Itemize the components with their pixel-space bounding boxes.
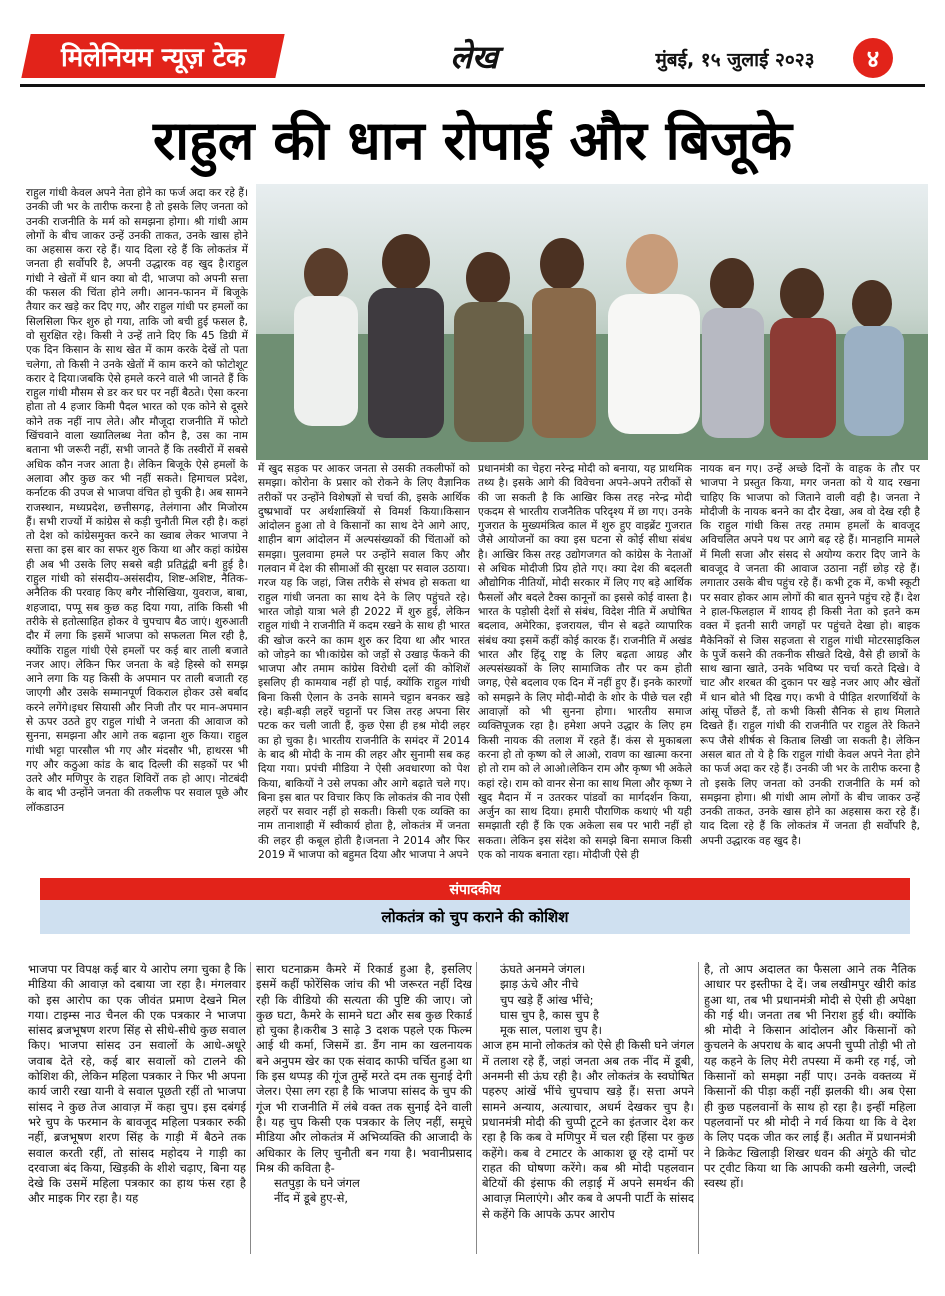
editorial-column-2-text: सारा घटनाक्रम कैमरे में रिकार्ड हुआ है, इसलिए इसमें कहीं फोरेंसिक जांच की भी जरूरत नहीं दिख रही कि वीडियो की सत्यता की पुष्टि की जाए। जो कुछ घटा, कैमरे के सामने घटा और सब कुछ रिकार्ड हो चुका है।करीब 3 साढ़े 3 दशक पहले एक फिल्म आई थी कर्मा, जिसमें डा. डैंग नाम का खलनायक बने अनुपम खेर का एक संवाद काफी चर्चित हुआ था कि इस थप्पड़ की गूंज तुम्हें मरते दम तक सुनाई देगी जेलर। ऐसा लग रहा है कि भाजपा सांसद के चुप की गूंज भी राजनीति में लंबे वक्त तक सुनाई देने वाली है। यह चुप किसी एक पत्रकार के लिए नहीं, समूचे मीडिया और लोकतंत्र में अभिव्यक्ति की आजादी के अधिकार के लिए चुनौती बन गया है। भवानीप्रसाद मिश्र की कविता है- <box>256 962 472 1175</box>
poem-line: चुप खड़े हैं आंख भींचे; <box>500 992 594 1007</box>
poem-line: झाड़ ऊंचे और नीचे <box>500 977 579 992</box>
dateline: मुंबई, १५ जुलाई २०२३ <box>655 49 815 71</box>
column-divider <box>698 962 699 1254</box>
column-divider <box>250 962 251 1254</box>
editorial-column-2 <box>256 962 472 1258</box>
poem-line: सतपुड़ा के घने जंगल <box>274 1176 360 1191</box>
article-photo <box>256 184 928 460</box>
page-number-badge: ४ <box>853 38 893 78</box>
editorial-label: संपादकीय <box>449 881 501 898</box>
article-column-1: राहुल गांधी केवल अपने नेता होने का फर्ज अदा कर रहे हैं। उनकी जी भर के तारीफ करना है तो इसके लिए जनता को उनकी राजनीति के मर्म को समझना होगा। श्री गांधी आम लोगों के बीच जाकर उन्हें उनकी ताकत, उनके खास होने का अहसास करा रहे हैं। याद दिला रहे हैं कि लोकतंत्र में जनता ही सर्वोपरि है, अपनी उद्धारक वह खुद है।राहुल गांधी ने खेतों में धान क्या बो दी, भाजपा को अपनी सत्ता की फसल की चिंता होने लगी। आनन-फानन में बिजूके तैयार कर खड़े कर दिए गए, और राहुल गांधी पर हमलों का सिलसिला फिर शुरु हो गया, ताकि जो बची हुई फसल है, वो सुरक्षित रहे। किसी ने उन्हें ताने दिए कि 45 डिग्री में एक दिन किसान के साथ खेत में काम करके देखें तो पता चलेगा, तो किसी ने उनके खेतों में काम करने को फोटोशूट करार दे दिया।जबकि ऐसे हमले करने वाले भी जानते हैं कि राहुल गांधी मौसम से डर कर घर पर नहीं बैठते। ऐसा करना होता तो 4 हजार किमी पैदल भारत को एक कोने से दूसरे कोने तक नहीं नाप लेते। और मौजूदा राजनीति में फोटो खिंचवाने वाला ख्यातिलब्ध नेता कौन है, उस का नाम बताना भी जरूरी नहीं, सभी जानते हैं कि तस्वीरों में सबसे अधिक कौन नजर आता है। लेकिन बिजूके ऐसे हमलों के अलावा और कुछ कर भी नहीं सकते। हिमाचल प्रदेश, कर्नाटक की उपज से भाजपा वंचित हो चुकी है। अब सामने राजस्थान, मध्यप्रदेश, छत्तीसगढ़, तेलंगाना और मिजोरम हैं। सभी राज्यों में कांग्रेस से कड़ी चुनौती मिल रही है। कहां तो देश को कांग्रेसमुक्त करने का ख्वाब लेकर भाजपा ने सत्ता का इस बार का सफर शुरु किया था और कहां कांग्रेस ही अब भी उसके लिए सबसे बड़ी प्रतिद्वंद्वी बनी हुई है। राहुल गांधी को संसदीय-असंसदीय, शिष्ट-अशिष्ट, नैतिक-अनैतिक की परवाह किए बगैर नौसिखिया, युवराज, बाबा, शहजादा, पप्पू सब कुछ कह दिया गया, तांकि किसी भी तरीके से हतोत्साहित होकर वे चुपचाप बैठ जाएं। शुरुआती दौर में लगा कि इसमें भाजपा को सफलता मिल रही है, क्योंकि राहुल गांधी ऐसे हमलों पर कई बार ताली बजाते नजर आए। लेकिन फिर जनता के बड़े हिस्से को समझ आने लगा कि यह किसी के अपमान पर ताली बजाती रह जाएगी और उसके सम्मानपूर्ण विकराल होकर उसे बर्बाद करने लगेंगे।इधर सियासी और निजी तौर पर मान-अपमान से ऊपर उठते हुए राहुल गांधी ने जनता की आवाज को सुनना, समझना और आगे तक बढ़ाना शुरु किया। राहुल गांधी भट्टा पारसौल भी गए और मंदसौर भी, हाथरस भी गए और कठुआ कांड के बाद दिल्ली की सड़कों पर भी उतरे और मणिपुर के राहत शिविरों तक हो आए। नोटबंदी के बाद भी उन्होंने जनता की तकलीफ पर सवाल पूछे और लॉकडाउन <box>26 187 248 814</box>
article-column-2: में खुद सड़क पर आकर जनता से उसकी तकलीफों को समझा। कोरोना के प्रसार को रोकने के लिए वैज्ञानिक तरीकों पर उन्होंने विशेषज्ञों से चर्चा की, इसके आर्थिक दुष्प्रभावों पर अर्थशास्त्रियों से विमर्श किया।किसान आंदोलन हुआ तो वे किसानों का साथ देने आगे आए, शाहीन बाग आंदोलन में अल्पसंख्यकों की चिंताओं को समझा। पुलवामा हमले पर उन्होंने सवाल किए और गलवान में देश की सीमाओं की सुरक्षा पर सवाल उठाया। गरज यह कि जहां, जिस तरीके से संभव हो सकता था राहुल गांधी जनता का साथ देने के लिए पहुंचते रहे। भारत जोड़ो यात्रा भले ही 2022 में शुरु हुई, लेकिन राहुल गांधी ने राजनीति में कदम रखने के साथ ही भारत की खोज करने का काम शुरु कर दिया था और भारत को जोड़ने का भी।कांग्रेस को जड़ों से उखाड़ फेंकने की भाजपा और तमाम कांग्रेस विरोधी दलों की कोशिशें इसलिए ही कामयाब नहीं हो पाई, क्योंकि राहुल गांधी बिना किसी ऐलान के उनके सामने चट्टान बनकर खड़े रहे। बड़ी-बड़ी लहरें चट्टानों पर जिस तरह अपना सिर पटक कर चली जाती हैं, कुछ ऐसा ही हश्र मोदी लहर का हो चुका है। भारतीय राजनीति के समंदर में 2014 के बाद श्री मोदी के नाम की लहर और सुनामी सब कह दिया गया। प्रपंची मीडिया ने ऐसी अवधारणा को पेश किया, बाकियों ने उसे लपका और आगे बढ़ाते चले गए। बिना इस बात पर विचार किए कि लोकतंत्र की नाव ऐसी लहरों पर सवार नहीं हो सकती। किसी एक व्यक्ति का नाम तानाशाही में स्वीकार्य होता है, लोकतंत्र में जनता की लहर ही कबूल होती है।जनता ने 2014 और फिर 2019 में भाजपा को बहुमत दिया और भाजपा ने अपने <box>258 463 470 862</box>
photo-illustration <box>256 184 928 460</box>
editorial-title: लोकतंत्र को चुप कराने की कोशिश <box>381 908 569 926</box>
poem-line: ऊंघते अनमने जंगल। <box>500 962 586 976</box>
publication-logo <box>21 34 284 78</box>
article-column-3: प्रधानमंत्री का चेहरा नरेन्द्र मोदी को बनाया, यह प्राथमिक तथ्य है। इसके आगे की विवेचना अपने-अपने तरीकों से की जा सकती है कि आखिर किस तरह नरेन्द्र मोदी एकदम से भारतीय राजनैतिक परिदृश्य में छा गए। उनके गुजरात के मुख्यमंत्रित्व काल में शुरु हुए वाइब्रेंट गुजरात जैसे आयोजनों का क्या इस घटना से कोई सीधा संबंध है। आखिर किस तरह उद्योगजगत को कांग्रेस के नेताओं से अधिक मोदीजी प्रिय होते गए। क्या देश की बदलती औद्योगिक नीतियों, मोदी सरकार में लिए गए बड़े आर्थिक फैसलों और बदले टैक्स कानूनों का इससे कोई वास्ता है।भारत के पड़ोसी देशों से संबंध, विदेश नीति में अघोषित बदलाव, अमेरिका, इजरायल, चीन से बढ़ते व्यापारिक संबंध क्या इसमें कहीं कोई कारक हैं। राजनीति में अखंड भारत और हिंदू राष्ट्र के लिए बढ़ता आग्रह और अल्पसंख्यकों के लिए सामाजिक तौर पर कम होती जगह, ऐसे बदलाव एक दिन में नहीं हुए हैं। इनके कारणों को समझने के लिए मोदी-मोदी के शोर के पीछे चल रही आवाज़ों को भी सुनना होगा। भारतीय समाज व्यक्तिपूजक रहा है। हमेशा अपने उद्धार के लिए हम किसी नायक की तलाश में रहते हैं। कंस से मुकाबला करना हो तो कृष्ण को ले आओ, रावण का खात्मा करना हो तो राम को ले आओ।लेकिन राम और कृष्ण भी अकेले कहां रहे। राम को वानर सेना का साथ मिला और कृष्ण ने खुद मैदान में न उतरकर पांडवों का मार्गदर्शन किया, अर्जुन का साथ दिया। हमारी पौराणिक कथाएं भी यही समझाती रही हैं कि एक अकेला सब पर भारी नहीं हो सकता। लेकिन इस संदेश को समझे बिना समाज किसी एक को नायक बनाता रहा। मोदीजी ऐसे ही <box>478 463 692 862</box>
article-headline: राहुल की धान रोपाई और बिजूके <box>153 109 792 172</box>
editorial-column-4: है, तो आप अदालत का फैसला आने तक नैतिक आधार पर इस्तीफा दे दें। जब लखीमपुर खीरी कांड हुआ था, तब भी प्रधानमंत्री मोदी से ऐसी ही अपेक्षा की गई थी। जनता तब भी निराश हुई थी। क्योंकि श्री मोदी ने किसान आंदोलन और किसानों को कुचलने के अपराध के बाद अपनी चुप्पी तोड़ी भी तो यह कहने के लिए मेरी तपस्या में कमी रह गई, जो किसानों को समझा नहीं पाए। उनके वक्तव्य में किसानों की पीड़ा कहीं नहीं झलकी थी। अब ऐसा ही कुछ पहलवानों के साथ हो रहा है। इन्हीं महिला पहलवानों पर श्री मोदी ने गर्व किया था कि वे देश के लिए पदक जीत कर लाई हैं। अतीत में प्रधानमंत्री ने क्रिकेट खिलाड़ी शिखर धवन की अंगूठे की चोट पर ट्वीट किया था कि आपकी कमी खलेगी, जल्दी स्वस्थ हों। <box>704 962 916 1191</box>
editorial-column-3-text: आज हम मानो लोकतंत्र को ऐसे ही किसी घने जंगल में तलाश रहे हैं, जहां जनता अब तक नींद में डूबी, अनमनी सी ऊंघ रही है। और लोकतंत्र के स्वघोषित पहरुए आंखें भींचे चुपचाप खड़े हैं। सत्ता अपने सामने अन्याय, अत्याचार, अधर्म देखकर चुप है। प्रधानमंत्री मोदी की चुप्पी टूटने का इंतजार देश कर रहा है कि कब वे मणिपुर में चल रही हिंसा पर कुछ कहेंगे। कब वे टमाटर के आकाश छू रहे दामों पर राहत की घोषणा करेंगे। कब श्री मोदी पहलवान बेटियों की इंसाफ की लड़ाई में अपने समर्थन की आवाज़ मिलाएंगे। और कब वे अपनी पार्टी के सांसद से कहेंगे कि आपके ऊपर आरोप <box>482 1038 694 1221</box>
masthead-divider <box>20 84 925 87</box>
poem-line: मूक साल, पलाश चुप है। <box>500 1023 602 1038</box>
poem-line: नींद में डूबे हुए-से, <box>274 1191 349 1206</box>
editorial-column-3 <box>482 962 694 1258</box>
editorial-column-1: भाजपा पर विपक्ष कई बार ये आरोप लगा चुका है कि मीडिया की आवाज़ को दबाया जा रहा है। मंगलवार को इस आरोप का एक जीवंत प्रमाण देखने मिल गया। टाइम्स नाउ चैनल की एक पत्रकार ने भाजपा सांसद ब्रजभूषण शरण सिंह से सीधे-सीधे कुछ सवाल किए। भाजपा सांसद उन सवालों के आधे-अधूरे जवाब देते रहे, कई बार सवालों को टालने की कोशिश की, लेकिन महिला पत्रकार ने फिर भी अपना कार्य जारी रखा यानी वे सवाल पूछती रहीं तो भाजपा सांसद ने कुछ तेज आवाज़ में कहा चुप। इस दबंगई भरे चुप के फरमान के बावजूद महिला पत्रकार रुकी नहीं, ब्रजभूषण शरण सिंह के गाड़ी में बैठने तक सवाल करती रहीं, तो सांसद महोदय ने गाड़ी का दरवाजा बंद किया, खिड़की के शीशे चढ़ाए, बिना यह देखे कि उसमें महिला पत्रकार का हाथ फंस रहा है और माइक गिर रहा है। यह <box>28 962 246 1206</box>
article-column-4: नायक बन गए। उन्हें अच्छे दिनों के वाहक के तौर पर भाजपा ने प्रस्तुत किया, मगर जनता को ये याद रखना चाहिए कि भाजपा को जिताने वाली वही है। जनता ने मोदीजी के नायक बनने का दौर देखा, अब वो देख रही है कि राहुल गांधी किस तरह तमाम हमलों के बावजूद अविचलित अपने पथ पर आगे बढ़ रहे हैं। मानहानि मामले में मिली सजा और संसद से अयोग्य करार दिए जाने के बावजूद वे जनता की आवाज उठाना नहीं छोड़ रहे हैं। लगातार उसके बीच पहुंच रहे हैं। कभी ट्रक में, कभी स्कूटी पर सवार होकर आम लोगों की बात सुनने पहुंच रहे हैं। देश ने हाल-फिलहाल में शायद ही किसी नेता को इतने कम वक्त में इतनी सारी जगहों पर पहुंचते देखा हो। बाइक मैकेनिकों से जिस सहजता से राहुल गांधी मोटरसाइकिल के पुर्जे कसने की तकनीक सीखते दिखे, वैसे ही छात्रों के साथ खाना खाते, उनके भविष्य पर चर्चा करते दिखे। वे चाट और शरबत की दुकान पर खड़े नजर आए और खेतों में धान बोते भी दिख गए। कभी वे पीड़ित शरणार्थियों के आंसू पोंछते हैं, तो कभी किसी सैनिक से हाथ मिलाते दिखते हैं। राहुल गांधी की राजनीति पर राहुल तेरे कितने रूप जैसे शीर्षक से किताब लिखी जा सकती है। लेकिन असल बात तो ये है कि राहुल गांधी केवल अपने नेता होने का फर्ज अदा कर रहे हैं। उनकी जी भर के तारीफ करना है तो इसके लिए जनता को उनकी राजनीति के मर्म को समझना होगा। श्री गांधी आम लोगों के बीच जाकर उन्हें उनकी ताकत, उनके खास होने का अहसास करा रहे हैं। याद दिला रहे हैं कि लोकतंत्र में जनता ही सर्वोपरि है, अपनी उद्धारक वह खुद है। <box>700 463 920 847</box>
publication-name: मिलेनियम न्यूज़ टेक <box>60 43 246 73</box>
poem-line: घास चुप है, कास चुप है <box>500 1007 599 1022</box>
column-divider <box>476 962 477 1254</box>
section-label: लेख <box>450 37 498 76</box>
